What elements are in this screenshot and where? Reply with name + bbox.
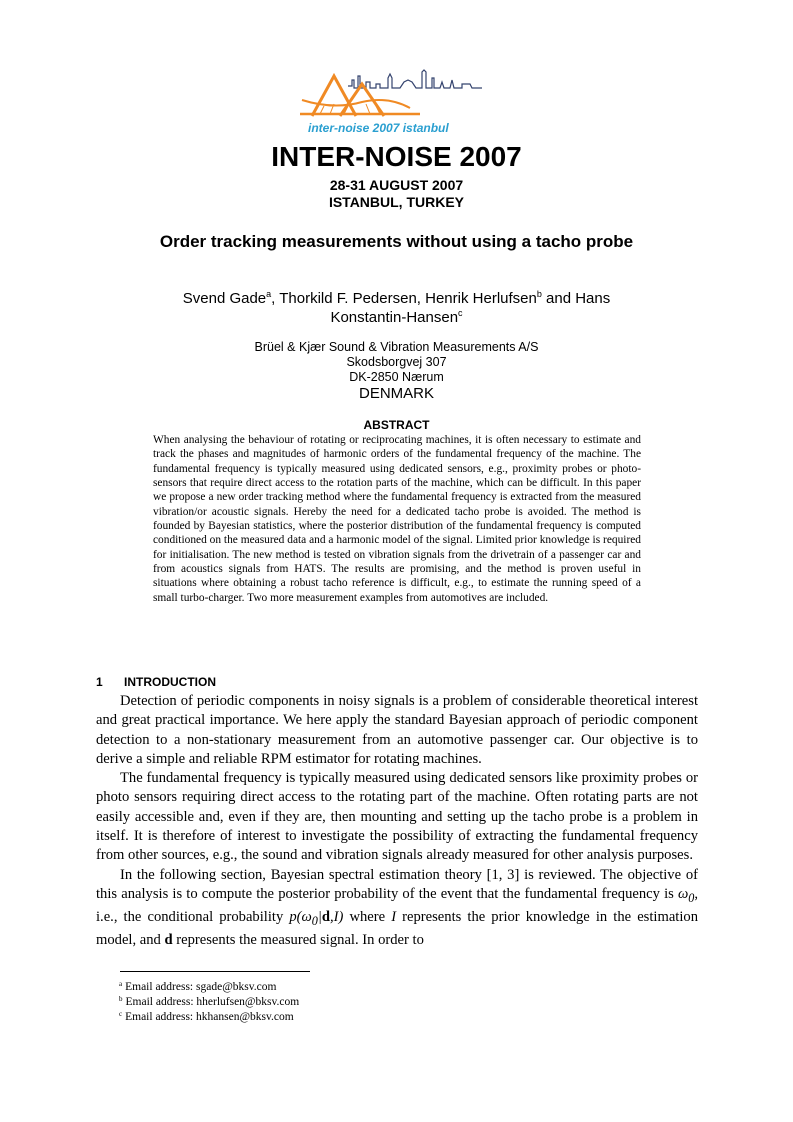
math-expression: |	[317, 909, 322, 926]
author-names: and Hans	[541, 290, 611, 307]
author-affiliation-mark: c	[458, 308, 463, 318]
math-symbol: ω	[677, 885, 689, 902]
conference-location: ISTANBUL, TURKEY	[328, 194, 465, 210]
section-heading	[96, 675, 216, 689]
paragraph	[96, 866, 698, 951]
conference-logo	[300, 66, 490, 136]
math-subscript: 0	[311, 914, 318, 929]
section-title: INTRODUCTION	[124, 675, 216, 689]
author-names: , Thorkild F. Pedersen, Henrik Herlufsen	[271, 290, 537, 307]
math-expression: ,I)	[330, 909, 344, 926]
text-run: represents the prior knowledge in the estimation model, and	[96, 909, 698, 949]
text-run: , i.e., the conditional probability	[96, 885, 698, 926]
footnote-text: Email address: sgade@bksv.com	[125, 981, 277, 993]
abstract-body: When analysing the behaviour of rotating or reciprocating machines, it is often necessary to estimate and track the phases and magnitudes of harmonic orders of the fundamental frequency of the machine. The fundamental frequency is typically measured using dedicated sensors, e.g., proximity probes or photo-sensors that require direct access to the rotation parts of the machine, which can be difficult. In this paper we propose a new order tracking method where the fundamental frequency is extracted from the measured vibration/or acoustic signals. Hereby the need for a dedicated tacho probe is avoided. The method is founded by Bayesian statistics, where the posterior distribution of the fundamental frequency is computed conditioned on the measured data and a harmonic model of the signal. Limited prior knowledge is required for initialisation. The new method is tested on vibration signals from the drivetrain of a passenger car and from acoustics signals from HATS. The results are promising, and the method is proven useful in situations where obtaining a robust tacho reference is difficult, e.g., to estimate the running speed of a small turbo-charger. Two more measurement examples from automotives are included.	[153, 434, 641, 604]
conference-dates: 28-31 AUGUST 2007	[329, 177, 464, 193]
text-run: where	[343, 909, 392, 926]
affiliation-street: Skodsborgvej 307	[346, 355, 447, 369]
footnote	[119, 995, 299, 1010]
author-name: Konstantin-Hansen	[330, 309, 459, 326]
footnotes	[119, 980, 299, 1025]
math-bold: d	[321, 909, 331, 926]
author-affiliation-mark: b	[536, 289, 542, 299]
math-subscript: 0	[688, 890, 695, 905]
author-name: Svend Gade	[182, 290, 267, 307]
paragraph: Detection of periodic components in noisy signals is a problem of considerable theoretical interest and great practical importance. We here apply the standard Bayesian approach of periodic component detection to a non-stationary measurement from an automotive passenger car. Our objective is to derive a simple and reliable RPM estimator for rotating machines.	[96, 693, 698, 767]
text-run: represents the measured signal. In order to	[172, 932, 424, 949]
footnote-text: Email address: hherlufsen@bksv.com	[125, 996, 300, 1008]
section-number: 1	[96, 675, 103, 689]
logo-text: inter-noise 2007 istanbul	[308, 121, 449, 135]
math-expression: p(ω	[289, 909, 312, 926]
affiliation-country: DENMARK	[358, 385, 434, 402]
footnote-mark: c	[119, 1010, 123, 1018]
affiliation	[0, 340, 793, 403]
author-list	[150, 289, 643, 327]
footnote-divider	[120, 971, 310, 972]
text-run: In the following section, Bayesian spectral estimation theory [1, 3] is reviewed. The objective of this analysis is to compute the posterior probability of the event that the fundamental frequency is	[96, 866, 698, 902]
math-bold: d	[164, 932, 173, 949]
footnote-mark: b	[119, 995, 123, 1003]
footnote-text: Email address: hkhansen@bksv.com	[125, 1011, 294, 1023]
footnote-mark: a	[119, 980, 123, 988]
introduction-body	[96, 692, 698, 951]
bridge-skyline-icon	[300, 66, 490, 136]
author-affiliation-mark: a	[266, 289, 272, 299]
math-symbol: I	[391, 909, 397, 926]
footnote	[119, 1010, 299, 1025]
paragraph: The fundamental frequency is typically measured using dedicated sensors like proximity probes or photo sensors requiring direct access to the rotating part of the machine. Often rotating parts are not easily accessible and, even if they are, then mounting and setting up the tacho probe is a problem in itself. It is therefore of interest to investigate the possibility of extracting the fundamental frequency from other sources, e.g., the sound and vibration signals already measured for other analysis purposes.	[96, 770, 698, 864]
conference-name: INTER-NOISE 2007	[271, 141, 522, 172]
paper-title: Order tracking measurements without using a tacho probe	[159, 232, 634, 251]
affiliation-organization: Brüel & Kjær Sound & Vibration Measurements A/S	[254, 340, 539, 354]
abstract-heading: ABSTRACT	[363, 418, 430, 432]
footnote	[119, 980, 299, 995]
affiliation-city: DK-2850 Nærum	[349, 370, 444, 384]
